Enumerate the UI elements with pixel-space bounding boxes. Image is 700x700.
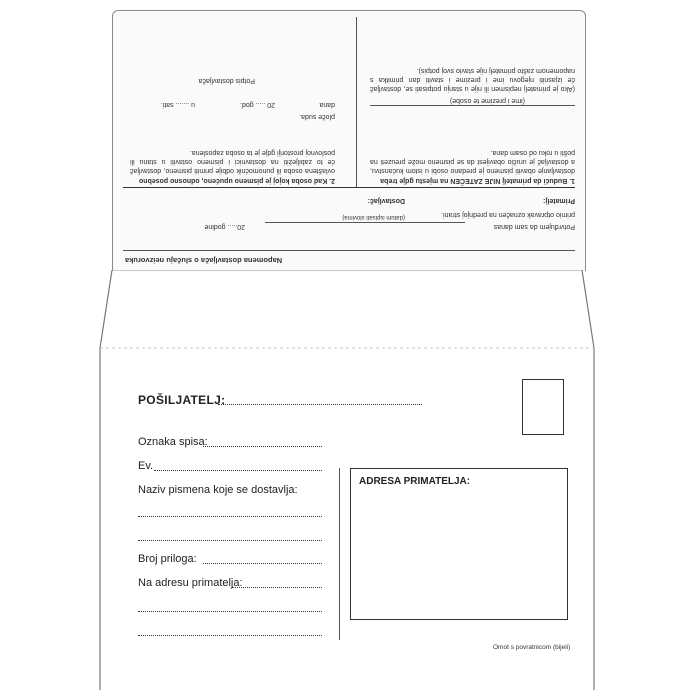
recipient-address-box[interactable] xyxy=(350,468,568,620)
relation-note: (Ako je primatelj nepismen ili nije u stanju potpisati se, dostavljač će izjasniti njegovu ime i prezime i staviti dan primitka s napomenom zašto primatelj nije stavio svoj potpis). xyxy=(370,67,575,92)
footer-note: Omot s povratnicom (bijeli) xyxy=(493,644,571,651)
item-1-body: dostavljanje obaviti pismeno je predano osobi u istom kućanstvu, a dostavljač je uručio obavijest da se pismeno može preuzeti na pošti u roku od osam dana. xyxy=(370,149,575,174)
recipient-box-title: ADRESA PRIMATELJA: xyxy=(359,476,471,487)
person-name-line xyxy=(370,105,575,106)
confirm-date-line xyxy=(265,222,465,223)
postage-stamp-box xyxy=(522,379,564,435)
notice-title: Napomena dostavljača o slučaju neizvoruka xyxy=(125,256,283,265)
ev-field[interactable] xyxy=(154,470,322,471)
document-name-label: Naziv pismena koje se dostavlja: xyxy=(138,484,298,496)
recipient-address-field-1[interactable] xyxy=(232,587,322,588)
recipient-address-label: Na adresu primatelja: xyxy=(138,577,243,589)
sender-label: POŠILJATELJ: xyxy=(138,393,226,407)
confirm-date-caption: (datum ispisati slovima) xyxy=(342,214,405,220)
hour-label: u ....... sati. xyxy=(160,101,195,108)
return-slip-upside-down xyxy=(113,11,585,271)
recipient-sign-label: Primatelj: xyxy=(543,197,575,204)
recipient-address-field-2[interactable] xyxy=(138,611,322,612)
column-divider xyxy=(356,17,357,187)
item-1-heading: 1. Budući da primatelj NIJE ZATEČEN na mjestu gdje treba xyxy=(380,177,575,184)
file-mark-field[interactable] xyxy=(203,446,322,447)
plozi-label: ploče suda. xyxy=(299,113,335,120)
attachments-field[interactable] xyxy=(203,563,322,564)
document-name-field-1[interactable] xyxy=(138,516,322,517)
section-divider xyxy=(123,187,575,188)
courier-signature-label: Potpis dostavljača xyxy=(198,77,255,84)
recipient-address-field-3[interactable] xyxy=(138,635,322,636)
confirm-line: Potvrđujem da sam danas xyxy=(493,223,575,230)
item-2-heading: 2. Kad osoba kojoj je pismeno upućeno, odnosno posebno xyxy=(138,177,335,184)
godine-label: 20..... godine xyxy=(204,223,245,230)
sender-field[interactable] xyxy=(218,404,422,405)
attachments-label: Broj priloga: xyxy=(138,553,197,565)
courier-sign-label: Dostavljač: xyxy=(367,197,405,204)
document-name-field-2[interactable] xyxy=(138,540,322,541)
column-divider-line xyxy=(339,468,340,640)
ev-label: Ev. xyxy=(138,460,154,472)
year-label: 20 ..... god. xyxy=(239,101,275,108)
separator-line xyxy=(123,250,575,251)
item-2-body: ovlaštena osoba ili punomoćnik odbije primiti pismeno, dostavljač će to zabilježiti na dostavnici i pismeno ostaviti u stanu ili poslovnoj prostoriji gdje je ta osoba zaposlena. xyxy=(130,149,335,174)
received-line: primio otpravak označen na prednjoj strani. xyxy=(441,211,575,218)
envelope-flap xyxy=(112,10,586,271)
dana-label: dana xyxy=(319,101,335,108)
file-mark-label: Oznaka spisa: xyxy=(138,436,208,448)
person-name-caption: (ime i prezime te osobe) xyxy=(449,97,525,104)
